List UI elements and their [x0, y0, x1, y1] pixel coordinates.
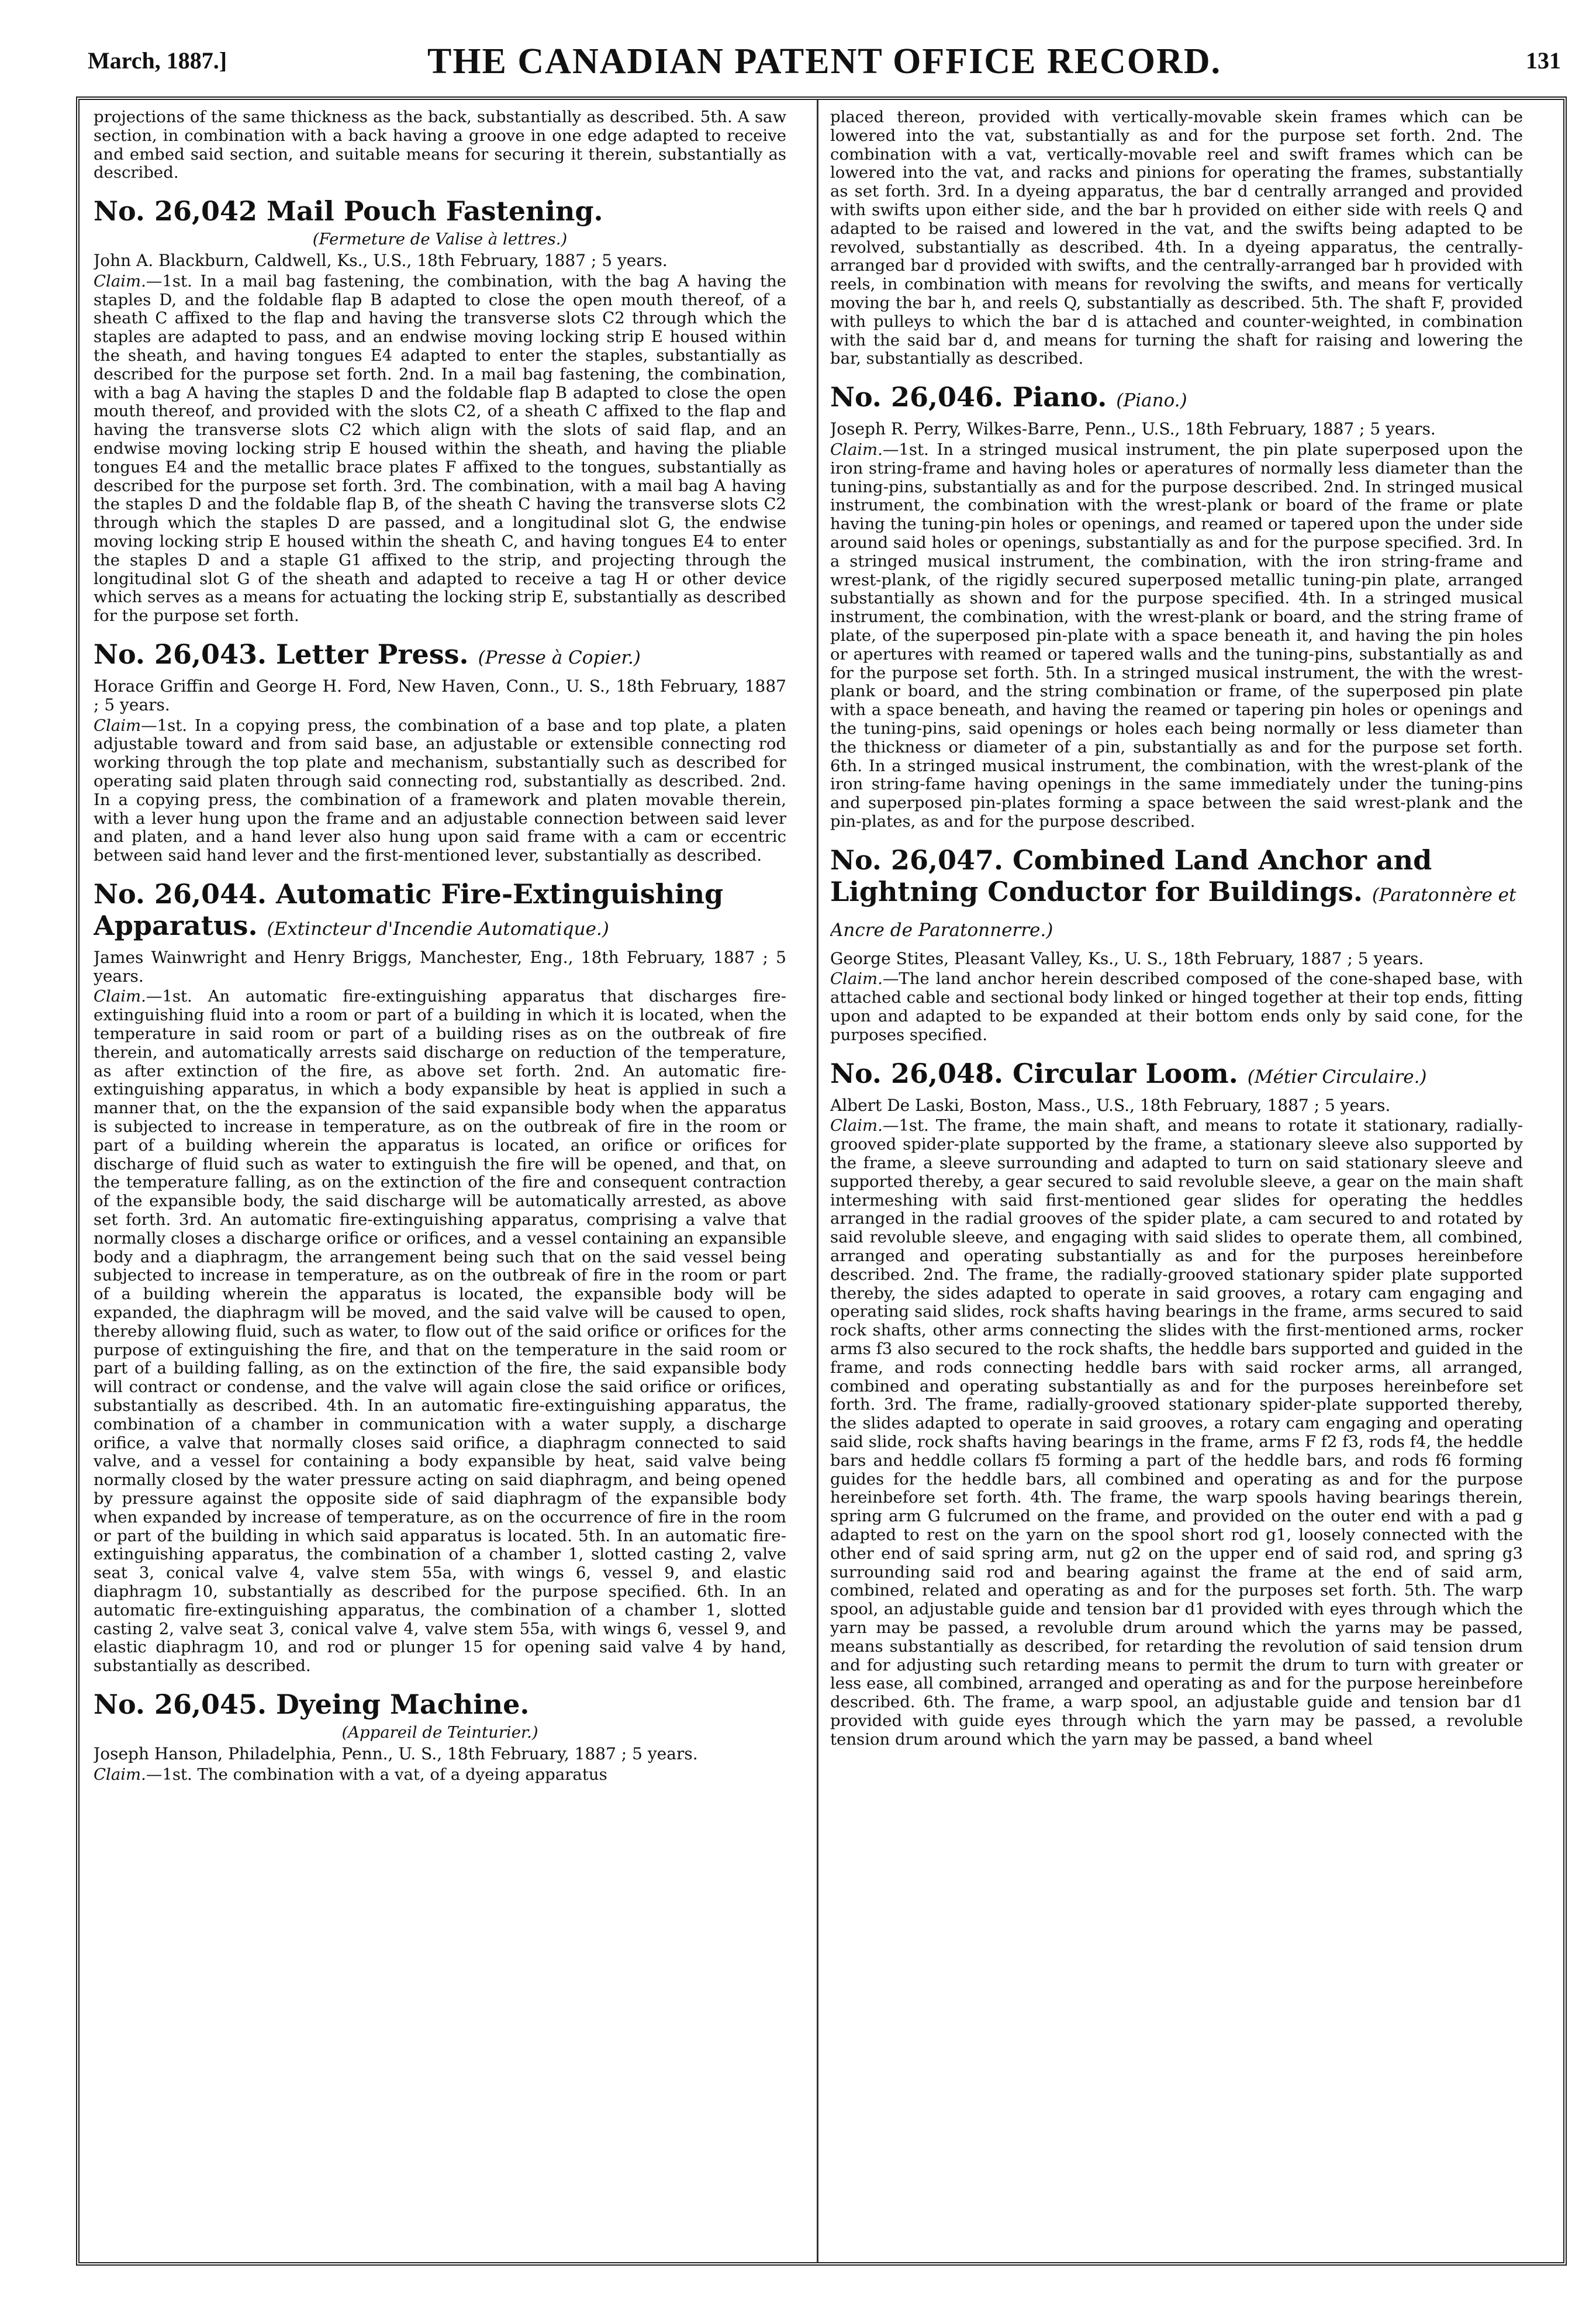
entry-title-text: No. 26,047. Combined Land Anchor and Lightning Conductor for Buildings. [830, 844, 1432, 907]
claim-body: —1st. The combination with a vat, of a dyeing apparatus [146, 1765, 607, 1784]
patent-entry-26044 [94, 878, 786, 1676]
entry-title-text: No. 26,048. Circular Loom. [830, 1057, 1238, 1089]
claim-label: Claim. [830, 969, 883, 989]
entry-title: No. 26,042 Mail Pouch Fastening. [94, 195, 603, 227]
left-column [94, 108, 786, 2248]
patent-entry-26045 [94, 1689, 786, 1784]
patent-entry-26047 [830, 844, 1523, 1045]
claim-text [94, 717, 786, 865]
claim-text [830, 970, 1523, 1044]
applicant-line: Joseph R. Perry, Wilkes-Barre, Penn., U.S., 18th February, 1887 ; 5 years. [830, 419, 1436, 439]
claim-body: —The land anchor herein described composed of the cone-shaped base, with attached cable and sectional body linked or hinged together at their top ends, fitting upon and adapted to be expanded at their bottom ends only by said cone, for the purposes specified. [830, 969, 1523, 1044]
entry-title [830, 381, 1523, 416]
entry-title-text: No. 26,046. Piano. [830, 381, 1107, 413]
applicant-line: Horace Griffin and George H. Ford, New Haven, Conn., U. S., 18th February, 1887 ; 5 years. [94, 676, 786, 714]
publication-title: THE CANADIAN PATENT OFFICE RECORD. [427, 42, 1222, 81]
continued-claim-text: placed thereon, provided with vertically-movable skein frames which can be lowered into the vat, substantially as and for the purpose set forth. 2nd. The combination with a vat, vertically-movable reel and swift frames which can be lowered into the vat, and racks and pinions for operating the frames, substantially as set forth. 3rd. In a dyeing apparatus, the bar d centrally arranged and provided with swifts upon either side, and the bar h provided on either side with reels Q and adapted to be raised and lowered in the vat, and the swifts being adapted to be revolved, substantially as described. 4th. In a dyeing apparatus, the centrally-arranged bar d provided with swifts, and the centrally-arranged bar h provided with reels, in combination with means for revolving the swifts, and means for vertically moving the bar h, and reels Q, substantially as described. 5th. The shaft F, provided with pulleys to which the bar d is attached and counter-weighted, in combination with the said bar d, and means for turning the shaft for raising and lowering the bar, substantially as described. [830, 108, 1523, 368]
claim-text [94, 988, 786, 1675]
right-column [830, 108, 1523, 2248]
claim-label: Claim. [830, 1116, 883, 1135]
french-title: (Appareil de Teinturier.) [341, 1722, 538, 1742]
claim-label: Claim. [94, 987, 146, 1006]
page-number: 131 [1526, 47, 1561, 74]
entry-title [830, 844, 1523, 946]
entry-title [94, 638, 786, 674]
entry-title-text: No. 26,043. Letter Press. [94, 638, 469, 670]
claim-label: Claim. [94, 1765, 146, 1784]
patent-entry-26042 [94, 195, 786, 626]
french-title: (Fermeture de Valise à lettres.) [312, 230, 568, 249]
applicant-line: Joseph Hanson, Philadelphia, Penn., U. S., 18th February, 1887 ; 5 years. [94, 1744, 698, 1763]
patent-entry-26048 [830, 1058, 1523, 1749]
entry-title: No. 26,045. Dyeing Machine. [94, 1688, 530, 1720]
claim-text [94, 272, 786, 626]
applicant-line: James Wainwright and Henry Briggs, Manchester, Eng., 18th February, 1887 ; 5 years. [94, 947, 786, 986]
continued-claim-text: projections of the same thickness as the back, substantially as described. 5th. A saw section, in combination with a back having a groove in one edge adapted to receive and embed said section, and suitable means for securing it therein, substantially as described. [94, 108, 786, 182]
claim-body: —1st. In a mail bag fastening, the combination, with the bag A having the staples D, and the foldable flap B adapted to close the open mouth thereof, of a sheath C affixed to the flap and having the transverse slots C2 through which the staples are adapted to pass, and an endwise moving locking strip E housed within the sheath, and having tongues E4 adapted to enter the staples, substantially as described for the purpose set forth. 2nd. In a mail bag fastening, the combination, with a bag A having the staples D and the foldable flap B adapted to close the open mouth thereof, and provided with the slots C2, of a sheath C affixed to the flap and having the transverse slots C2 which align with the slots of said flap, and an endwise moving locking strip E housed within the sheath, and having the pliable tongues E4 and the metallic brace plates F affixed to the tongues, substantially as described for the purpose set forth. 3rd. The combination, with a mail bag A having the staples D and the foldable flap B, of the sheath C having the transverse slots C2 through which the staples D are passed, and a longitudinal slot G, the endwise moving locking strip E housed within the sheath C, and having tongues E4 to enter the staples D and a staple G1 affixed to the strip, and projecting through the longitudinal slot G of the sheath and adapted to receive a tag H or other device which serves as a means for actuating the locking strip E, substantially as described for the purpose set forth. [94, 271, 786, 626]
french-title: (Métier Circulaire.) [1247, 1066, 1427, 1088]
french-title: (Paratonnère et Ancre de Paratonnerre.) [830, 884, 1516, 941]
entry-title-text: No. 26,044. Automatic Fire-Extinguishing Apparatus. [94, 878, 724, 941]
claim-label: Claim [94, 716, 141, 735]
claim-label: Claim. [94, 271, 146, 291]
entry-title [94, 878, 786, 945]
applicant-line: Albert De Laski, Boston, Mass., U.S., 18th February, 1887 ; 5 years. [830, 1095, 1391, 1115]
french-title: (Presse à Copier.) [478, 647, 641, 668]
french-title: (Extincteur d'Incendie Automatique.) [267, 918, 609, 940]
claim-body: —1st. In a stringed musical instrument, the pin plate superposed upon the iron string-frame and having holes or aperatures of normally less diameter than the tuning-pins, substantially as and for the purpose described. 2nd. In stringed musical instrument, the combination with the wrest-plank or board of the frame or plate having the tuning-pin holes or openings, and reamed or tapered upon the under side around said holes or openings, substantially as and for the purpose specified. 3rd. In a stringed musical instrument, the combination, with the iron string-frame and wrest-plank, of the rigidly secured superposed metallic tuning-pin plate, arranged substantially as shown and for the purpose specified. 4th. In a stringed musical instrument, the combination, with the wrest-plank or board, and the string frame of plate, of the superposed pin-plate with a space beneath it, and having the pin holes or apertures with reamed or tapered walls and the tuning-pins, substantially as and for the purpose set forth. 5th. In a stringed musical instrument, the with the wrest-plank or board, and the string combination or frame, of the superposed pin plate with a space beneath, and having the reamed or tapering pin holes or openings and the tuning-pins, said openings or holes each being normally or less diameter than the thickness or diameter of a pin, substantially as and for the purpose set forth. 6th. In a stringed musical instrument, the combination, with the wrest-plank of the iron string-fame having openings in the same immediately under the tuning-pins and superposed pin-plates forming a space between the said wrest-plank and the pin-plates, as and for the purpose described. [830, 440, 1523, 831]
claim-body: —1st. An automatic fire-extinguishing apparatus that discharges fire-extinguishing fluid into a room or part of a building in which it is located, when the temperature in said room or part of a building rises as on the outbreak of fire therein, and automatically arrests said discharge on reduction of the temperature, as after extinction of the fire, as above set forth. 2nd. An automatic fire-extinguishing apparatus, in which a body expansible by heat is applied in such a manner that, on the the expansion of the said expansible body when the apparatus is subjected to increase in temperature, as on the outbreak of fire in the room or part of a building wherein the apparatus is located, an orifice or orifices for discharge of fluid such as water to extinguish the fire will be opened, and that, on the temperature falling, as on the extinction of the fire and consequent contraction of the expansible body, the said discharge will be automatically arrested, as above set forth. 3rd. An automatic fire-extinguishing apparatus, comprising a valve that normally closes a discharge orifice or orifices, and a vessel containing an expansible body and a diaphragm, the arrangement being such that on the said vessel being subjected to increase in temperature, as on the outbreak of fire in the room or part of a building wherein the apparatus is located, the expansible body will be expanded, the diaphragm will be moved, and the said valve will be caused to open, thereby allowing fluid, such as water, to flow out of the said orifice or orifices for the purpose of extinguishing the fire, and that on the temperature in the said room or part of a building falling, as on the extinction of the fire, the said expansible body will contract or condense, and the valve will again close the said orifice or orifices, substantially as described. 4th. In an automatic fire-extinguishing apparatus, the combination of a chamber in communication with a water supply, a discharge orifice, a valve that normally closes said orifice, a diaphragm connected to said valve, and a vessel for containing a body expansible by heat, said valve being normally closed by the water pressure acting on said diaphragm, and being opened by pressure against the opposite side of said diaphragm of the expansible body when expanded by increase of temperature, as on the occurrence of fire in the room or part of the building in which said apparatus is located. 5th. In an automatic fire-extinguishing apparatus, the combination of a chamber 1, slotted casting 2, valve seat 3, conical valve 4, valve stem 55a, with wings 6, vessel 9, and elastic diaphragm 10, substantially as described for the purpose specified. 6th. In an automatic fire-extinguishing apparatus, the combination of a chamber 1, slotted casting 2, valve seat 3, conical valve 4, valve stem 55a, with wings 6, vessel 9, and elastic diaphragm 10, and rod or plunger 15 for opening said valve 4 by hand, substantially as described. [94, 987, 786, 1676]
issue-date: March, 1887.] [88, 47, 227, 74]
claim-body: —1st. In a copying press, the combination of a base and top plate, a platen adjustable toward and from said base, an adjustable or extensible connecting rod working through the top plate and mechanism, substantially such as described for operating said platen through said connecting rod, substantially as described. 2nd. In a copying press, the combination of a framework and platen movable therein, with a lever hung upon the frame and an adjustable connection between said lever and platen, and a hand lever also hung upon said frame with a cam or eccentric between said hand lever and the first-mentioned lever, substantially as described. [94, 716, 786, 865]
entry-title [830, 1058, 1523, 1093]
claim-text [830, 441, 1523, 831]
claim-body: —1st. The frame, the main shaft, and means to rotate it stationary, radially-grooved spider-plate supported by the frame, a stationary sleeve also supported by the frame, a sleeve surrounding and adapted to turn on said stationary sleeve and supported thereby, a gear secured to said revoluble sleeve, a gear on the main shaft intermeshing with said first-mentioned gear slides for operating the heddles arranged in the radial grooves of the spider plate, a cam secured to and rotated by said revoluble sleeve, and engaging with said slides to operate them, all combined, arranged and operating substantially as and for the purposes hereinbefore described. 2nd. The frame, the radially-grooved stationary spider plate supported thereby, the sides adapted to operate in said grooves, a rotary cam engaging and operating said slides, rock shafts having bearings in the frame, arms secured to said rock shafts, other arms connecting the slides with the first-mentioned arms, rocker arms f3 also secured to the rock shafts, the heddle bars supported and guided in the frame, and rods connecting heddle bars with said rocker arms, all arranged, combined and operating substantially as and for the purposes hereinbefore set forth. 3rd. The frame, radially-grooved stationary spider-plate supported thereby, the slides adapted to operate in said grooves, a rotary cam engaging and operating said slide, rock shafts having bearings in the frame, arms F f2 f3, rods f4, the heddle bars and heddle collars f5 forming a part of the heddle bars, and rods f6 forming guides for the heddle bars, all combined and operating as and for the purpose hereinbefore set forth. 4th. The frame, the warp spools having bearings therein, spring arm G fulcrumed on the frame, and provided on the outer end with a pad g adapted to rest on the yarn on the spool short rod g1, loosely connected with the other end of said spring arm, nut g2 on the upper end of said rod, and spring g3 surrounding said rod and bearing against the frame at the end of said arm, combined, related and operating as and for the purposes set forth. 5th. The warp spool, an adjustable guide and tension bar d1 provided with eyes through which the yarn may be passed, a revoluble drum around which the yarns may be passed, means substantially as described, for retarding the revolution of said tension drum and for adjusting such retarding means to permit the drum to turn with greater or less ease, all combined, arranged and operating as and for the purpose hereinbefore described. 6th. The frame, a warp spool, an adjustable guide and tension bar d1 provided with guide eyes through which the yarn may be passed, a revoluble tension drum around which the yarn may be passed, a band wheel [830, 1116, 1523, 1749]
running-head [88, 41, 1561, 82]
applicant-line: John A. Blackburn, Caldwell, Ks., U.S., 18th February, 1887 ; 5 years. [94, 250, 668, 270]
applicant-line: George Stites, Pleasant Valley, Ks., U. S., 18th February, 1887 ; 5 years. [830, 948, 1424, 968]
patent-entry-26046 [830, 381, 1523, 831]
claim-label: Claim. [830, 440, 883, 459]
claim-text [830, 1117, 1523, 1749]
french-title: (Piano.) [1116, 390, 1187, 412]
claim-text [94, 1766, 786, 1784]
patent-entry-26043 [94, 638, 786, 865]
column-divider [817, 99, 818, 2263]
